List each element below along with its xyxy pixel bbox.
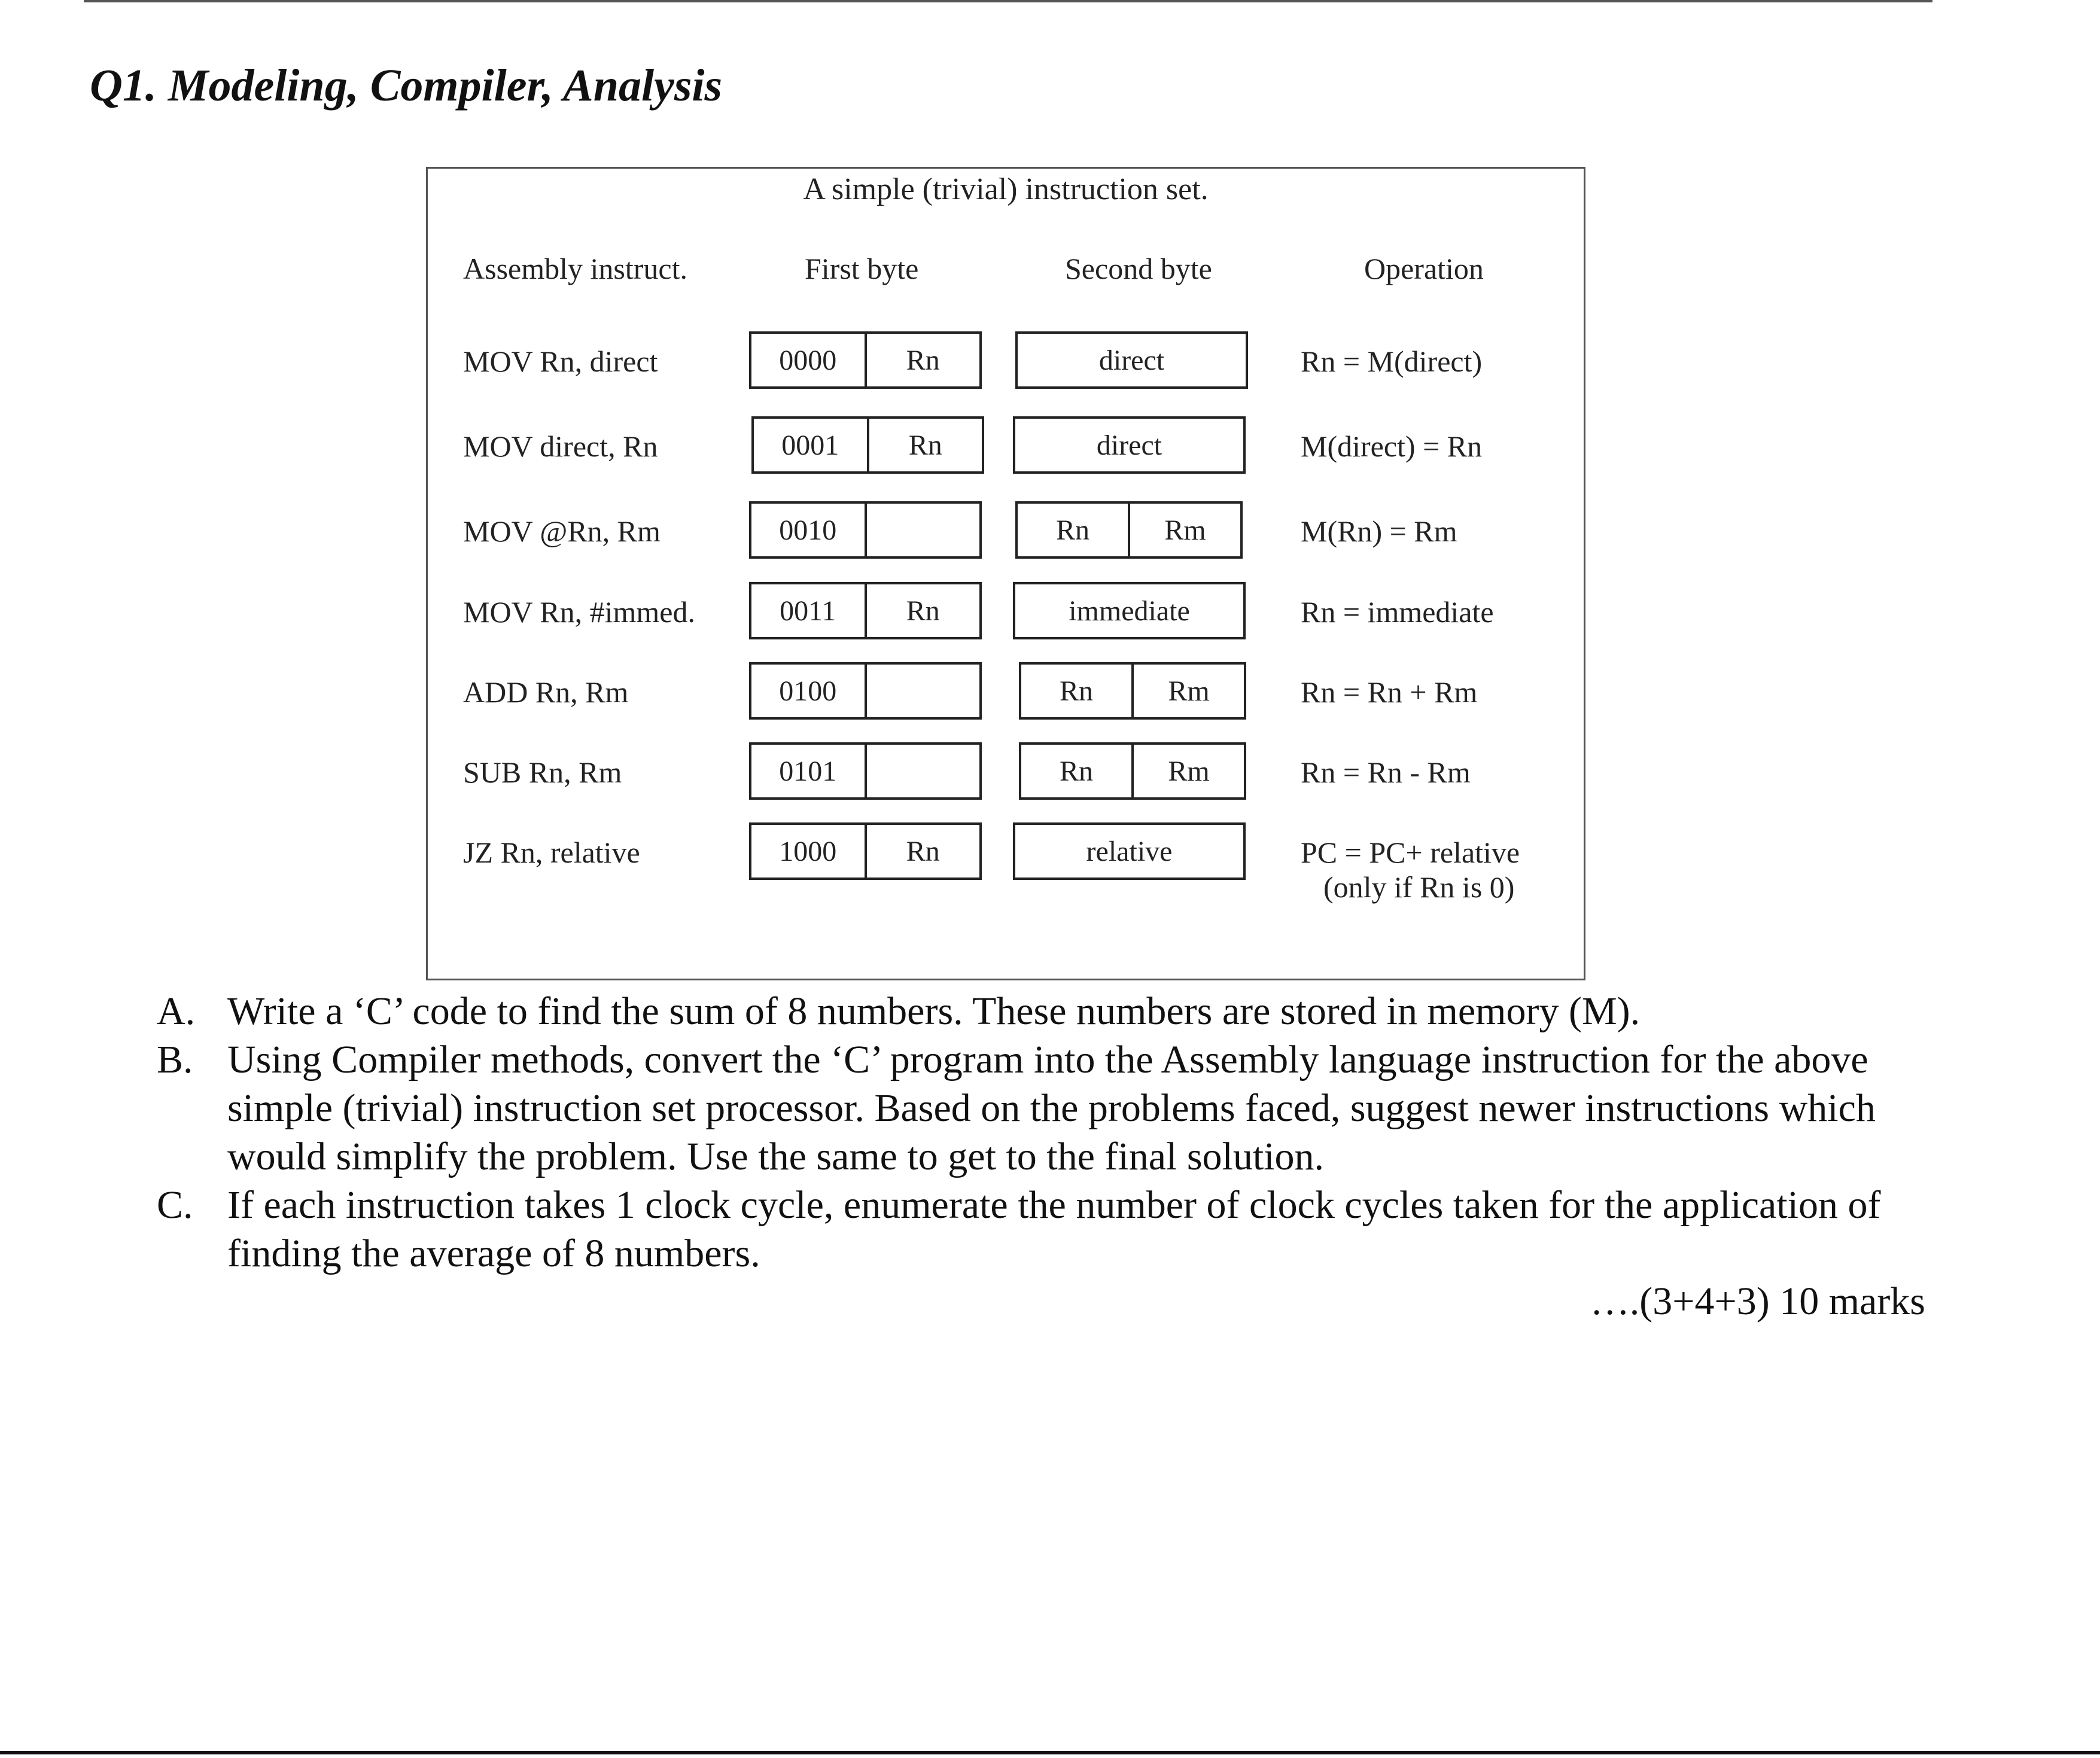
header-second-byte: Second byte [1065, 252, 1212, 285]
register-cell [865, 665, 980, 717]
question-title: Q1. Modeling, Compiler, Analysis [90, 60, 723, 111]
second-byte-box [1019, 742, 1246, 800]
first-byte-box [749, 662, 982, 720]
second-byte-cell: Rm [1128, 504, 1240, 556]
register-cell: Rn [867, 419, 982, 471]
figure-caption: A simple (trivial) instruction set. [803, 172, 1209, 206]
second-byte-box [1015, 501, 1243, 559]
register-cell: Rn [865, 825, 980, 878]
operation-note: (only if Rn is 0) [1323, 870, 1515, 904]
second-byte-cell: direct [1096, 429, 1162, 461]
question-item [157, 987, 1952, 1035]
first-byte-box [751, 416, 984, 474]
second-byte-box [1019, 662, 1246, 720]
row-asm: MOV @Rn, Rm [463, 514, 661, 548]
second-byte-cell: immediate [1069, 595, 1190, 627]
opcode-cell: 0010 [779, 514, 837, 546]
register-cell: Rn [865, 584, 980, 637]
opcode-cell: 0001 [781, 429, 839, 461]
second-byte-cell: Rn [1059, 755, 1093, 787]
question-letter: C. [157, 1183, 193, 1227]
second-byte-cell: Rm [1131, 745, 1244, 797]
row-operation: M(direct) = Rn [1301, 429, 1483, 463]
row-operation: Rn = M(direct) [1301, 345, 1483, 378]
second-byte-cell: Rn [1055, 514, 1089, 546]
row-operation [1301, 835, 1520, 904]
second-byte-box [1013, 822, 1246, 880]
opcode-cell: 1000 [779, 835, 837, 867]
first-byte-box [749, 582, 982, 639]
second-byte-box [1013, 416, 1246, 474]
second-byte-cell: relative [1086, 835, 1173, 867]
operation-text: PC = PC+ relative [1301, 836, 1520, 869]
question-list [157, 987, 1952, 1278]
first-byte-box [749, 501, 982, 559]
question-item [157, 1035, 1952, 1181]
row-asm: SUB Rn, Rm [463, 755, 622, 789]
question-letter: B. [157, 1038, 193, 1081]
register-cell [865, 504, 980, 556]
marks-allocation: ….(3+4+3) 10 marks [1590, 1279, 1925, 1323]
question-text: If each instruction takes 1 clock cycle, enumerate the number of clock cycles taken for the application of finding the average of 8 numbers. [227, 1183, 1881, 1275]
register-cell [865, 745, 980, 797]
first-byte-box [749, 822, 982, 880]
second-byte-cell: direct [1098, 344, 1165, 376]
question-item [157, 1181, 1952, 1278]
opcode-cell: 0100 [779, 675, 837, 707]
second-byte-box [1015, 331, 1248, 389]
second-byte-cell: Rn [1059, 675, 1093, 707]
row-operation: Rn = immediate [1301, 595, 1494, 629]
opcode-cell: 0101 [779, 755, 837, 787]
register-cell: Rn [865, 334, 980, 386]
opcode-cell: 0000 [779, 344, 837, 376]
question-text: Write a ‘C’ code to find the sum of 8 numbers. These numbers are stored in memory (M). [227, 989, 1641, 1033]
top-rule [84, 0, 1932, 2]
second-byte-cell: Rm [1131, 665, 1244, 717]
row-asm: MOV Rn, direct [463, 345, 658, 378]
row-operation: Rn = Rn + Rm [1301, 675, 1478, 709]
second-byte-box [1013, 582, 1246, 639]
first-byte-box [749, 331, 982, 389]
header-operation: Operation [1364, 252, 1484, 285]
row-asm: MOV Rn, #immed. [463, 595, 695, 629]
first-byte-box [749, 742, 982, 800]
row-operation: Rn = Rn - Rm [1301, 755, 1471, 789]
instruction-set-figure [426, 167, 1585, 980]
header-first-byte: First byte [805, 252, 919, 285]
row-operation: M(Rn) = Rm [1301, 514, 1457, 548]
opcode-cell: 0011 [780, 595, 836, 627]
row-asm: ADD Rn, Rm [463, 675, 629, 709]
question-text: Using Compiler methods, convert the ‘C’ program into the Assembly language instruction for the above simple (trivial) instruction set processor. Based on the problems faced, suggest newer instructions which would simplify the problem. Use the same to get to the final solution. [227, 1038, 1876, 1178]
bottom-rule [0, 1751, 2100, 1754]
row-asm: JZ Rn, relative [463, 836, 640, 869]
row-asm: MOV direct, Rn [463, 429, 658, 463]
header-assembly: Assembly instruct. [463, 252, 687, 285]
question-letter: A. [157, 989, 196, 1033]
